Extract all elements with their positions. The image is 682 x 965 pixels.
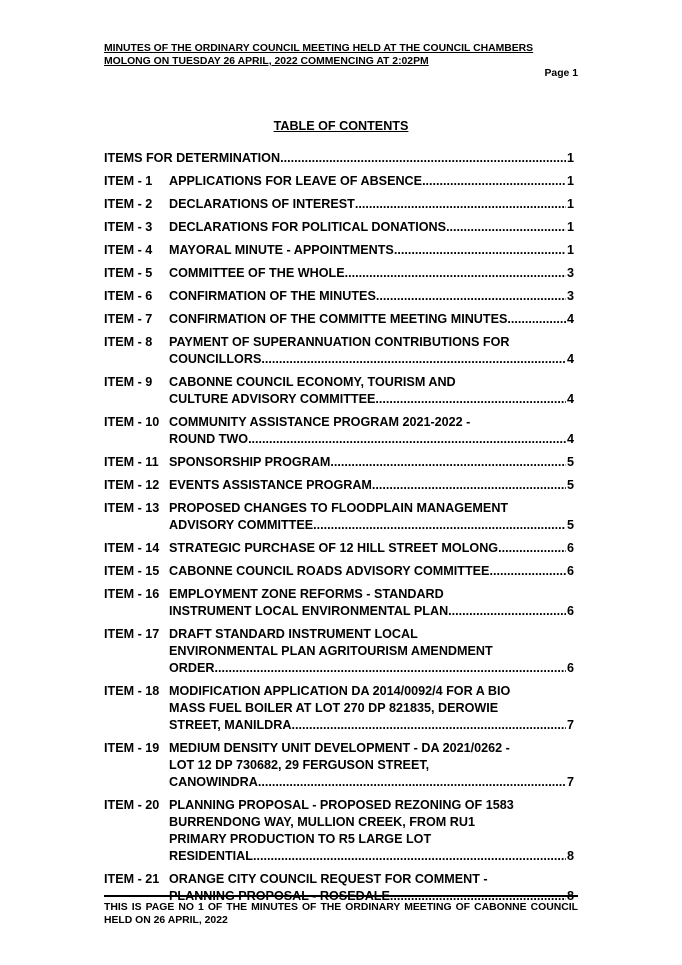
toc-page-number: 1 [566,151,574,165]
dot-leader [375,391,566,408]
toc-page-number: 6 [566,541,574,555]
toc-page-number: 3 [566,266,574,280]
dot-leader [498,540,566,557]
toc-item-number: ITEM - 5 [104,266,153,280]
table-of-contents [104,150,574,911]
toc-entry[interactable] [104,288,574,305]
toc-entry[interactable] [104,242,574,259]
toc-page-number: 8 [566,849,574,863]
toc-entry[interactable] [104,265,574,282]
toc-item-number: ITEM - 8 [104,335,153,349]
dot-leader [258,774,566,791]
toc-item-title [169,477,574,494]
toc-item-title [169,196,574,213]
dot-leader [372,477,566,494]
toc-item-number: ITEM - 13 [104,501,160,515]
toc-item-number: ITEM - 15 [104,564,160,578]
dot-leader [256,848,566,865]
toc-page-number: 6 [566,661,574,675]
toc-page-number: 4 [566,312,574,326]
toc-page-number: 4 [566,432,574,446]
toc-item-number: ITEM - 10 [104,415,160,429]
toc-item-number: ITEM - 9 [104,375,153,389]
toc-item-title [169,500,574,534]
toc-title-line: CANOWINDRA [169,775,258,789]
toc-entry[interactable] [104,196,574,213]
toc-item-number: ITEM - 6 [104,289,153,303]
dot-leader [394,242,566,259]
dot-leader [355,196,566,213]
toc-title-line: CONFIRMATION OF THE COMMITTE MEETING MINUTES [169,312,508,326]
toc-item-number: ITEM - 16 [104,587,160,601]
toc-item-title [169,374,574,408]
page-footer: THIS IS PAGE NO 1 OF THE MINUTES OF THE ORDINARY MEETING OF CABONNE COUNCIL HELD ON 26 APRIL, 2022 [104,895,578,927]
toc-page-number: 3 [566,289,574,303]
toc-item-title [169,586,574,620]
toc-entry[interactable] [104,311,574,328]
toc-item-title [169,242,574,259]
toc-item-number: ITEM - 4 [104,243,153,257]
toc-title-line: DRAFT STANDARD INSTRUMENT LOCAL [169,627,418,641]
toc-page-number: 8 [566,889,574,903]
toc-item-title [169,414,574,448]
toc-title-line: INSTRUMENT LOCAL ENVIRONMENTAL PLAN [169,604,449,618]
toc-page-number: 7 [566,775,574,789]
toc-page-number: 1 [566,243,574,257]
toc-item-number: ITEM - 3 [104,220,153,234]
toc-title-line: CABONNE COUNCIL ROADS ADVISORY COMMITTEE [169,564,490,578]
toc-title-line: PROPOSED CHANGES TO FLOODPLAIN MANAGEMENT [169,501,509,515]
toc-title-line: PLANNING PROPOSAL - PROPOSED REZONING OF 1583 [169,798,514,812]
toc-title-line: SPONSORSHIP PROGRAM [169,455,331,469]
toc-item-title [169,265,574,282]
toc-item-title [169,797,574,865]
toc-entry[interactable] [104,586,574,620]
toc-entry[interactable] [104,740,574,791]
dot-leader [261,351,566,368]
toc-title-line: BURRENDONG WAY, MULLION CREEK, FROM RU1 [169,815,475,829]
toc-item-number: ITEM - 7 [104,312,153,326]
toc-page-number: 6 [566,604,574,618]
toc-title-line: EMPLOYMENT ZONE REFORMS - STANDARD [169,587,444,601]
dot-leader [214,660,566,677]
toc-item-title [169,540,574,557]
toc-entry[interactable] [104,797,574,865]
page-number: Page 1 [544,68,578,79]
page-header [104,42,578,68]
toc-entry[interactable] [104,454,574,471]
toc-entry[interactable] [104,219,574,236]
dot-leader [330,454,566,471]
toc-page-number: 4 [566,392,574,406]
toc-item-title [169,454,574,471]
toc-title: TABLE OF CONTENTS [273,119,409,133]
toc-title-line: CULTURE ADVISORY COMMITTEE [169,392,376,406]
toc-title-line: APPLICATIONS FOR LEAVE OF ABSENCE [169,174,423,188]
dot-leader [248,431,566,448]
toc-title-line: DECLARATIONS OF INTEREST [169,197,355,211]
toc-title-line: STRATEGIC PURCHASE OF 12 HILL STREET MOLONG [169,541,499,555]
toc-title-line: COMMUNITY ASSISTANCE PROGRAM 2021-2022 - [169,415,471,429]
toc-item-number: ITEM - 19 [104,741,160,755]
toc-item-title [169,334,574,368]
toc-title-line: ROUND TWO [169,432,249,446]
dot-leader [489,563,566,580]
dot-leader [507,311,566,328]
toc-page-number: 1 [566,197,574,211]
toc-title-line: MEDIUM DENSITY UNIT DEVELOPMENT - DA 2021/0262 - [169,741,510,755]
toc-item-number: ITEM - 21 [104,872,160,886]
toc-entry[interactable] [104,150,574,167]
toc-item-title [104,150,574,167]
toc-item-title [169,683,574,734]
toc-entry[interactable] [104,477,574,494]
toc-page-number: 6 [566,564,574,578]
toc-page-number: 5 [566,455,574,469]
toc-item-number: ITEM - 12 [104,478,160,492]
toc-title-line: COMMITTEE OF THE WHOLE [169,266,345,280]
dot-leader [313,517,566,534]
dot-leader [448,603,566,620]
toc-item-title [169,563,574,580]
toc-page-number: 1 [566,174,574,188]
toc-item-title [169,626,574,677]
toc-item-title [169,311,574,328]
toc-entry[interactable] [104,540,574,557]
toc-title-line: MODIFICATION APPLICATION DA 2014/0092/4 FOR A BIO [169,684,511,698]
dot-leader [422,173,566,190]
toc-entry[interactable] [104,683,574,734]
dot-leader [446,219,566,236]
toc-title-line: STREET, MANILDRA [169,718,292,732]
toc-title-line: MASS FUEL BOILER AT LOT 270 DP 821835, DEROWIE [169,701,499,715]
toc-item-number: ITEM - 14 [104,541,160,555]
toc-entry[interactable] [104,374,574,408]
toc-title-line: DECLARATIONS FOR POLITICAL DONATIONS [169,220,447,234]
header-line-1: MINUTES OF THE ORDINARY COUNCIL MEETING HELD AT THE COUNCIL CHAMBERS [104,43,534,54]
dot-leader [291,717,566,734]
toc-title-line: EVENTS ASSISTANCE PROGRAM [169,478,372,492]
toc-item-title [169,288,574,305]
toc-title-line: MAYORAL MINUTE - APPOINTMENTS [169,243,394,257]
toc-item-number: ITEM - 11 [104,455,159,469]
toc-page-number: 5 [566,478,574,492]
toc-entry[interactable] [104,626,574,677]
toc-title-line: PLANNING PROPOSAL - ROSEDALE [169,889,390,903]
toc-item-number: ITEM - 17 [104,627,160,641]
toc-item-title [169,740,574,791]
toc-title-line: ITEMS FOR DETERMINATION [104,151,281,165]
toc-title-line: ORANGE CITY COUNCIL REQUEST FOR COMMENT - [169,872,488,886]
toc-title-line: ADVISORY COMMITTEE [169,518,314,532]
dot-leader [280,150,566,167]
toc-item-number: ITEM - 20 [104,798,160,812]
toc-entry[interactable] [104,414,574,448]
dot-leader [376,288,566,305]
toc-page-number: 1 [566,220,574,234]
toc-entry[interactable] [104,500,574,534]
toc-item-number: ITEM - 1 [104,174,153,188]
toc-page-number: 4 [566,352,574,366]
toc-entry[interactable] [104,563,574,580]
toc-entry[interactable] [104,334,574,368]
toc-title-line: RESIDENTIAL. [169,849,257,863]
toc-title-line: ORDER [169,661,215,675]
toc-title-line: COUNCILLORS [169,352,262,366]
toc-title-line: ENVIRONMENTAL PLAN AGRITOURISM AMENDMENT [169,644,493,658]
header-line-2: MOLONG ON TUESDAY 26 APRIL, 2022 COMMENCING AT 2:02PM [104,56,429,67]
toc-title-line: CABONNE COUNCIL ECONOMY, TOURISM AND [169,375,456,389]
toc-item-number: ITEM - 2 [104,197,153,211]
toc-title-line: LOT 12 DP 730682, 29 FERGUSON STREET, [169,758,430,772]
toc-page-number: 5 [566,518,574,532]
toc-item-number: ITEM - 18 [104,684,160,698]
dot-leader [345,265,566,282]
toc-entry[interactable] [104,173,574,190]
toc-title-line: PAYMENT OF SUPERANNUATION CONTRIBUTIONS FOR [169,335,510,349]
toc-page-number: 7 [566,718,574,732]
toc-title-line: CONFIRMATION OF THE MINUTES [169,289,376,303]
toc-item-title [169,173,574,190]
toc-item-title [169,219,574,236]
toc-title-line: PRIMARY PRODUCTION TO R5 LARGE LOT [169,832,432,846]
